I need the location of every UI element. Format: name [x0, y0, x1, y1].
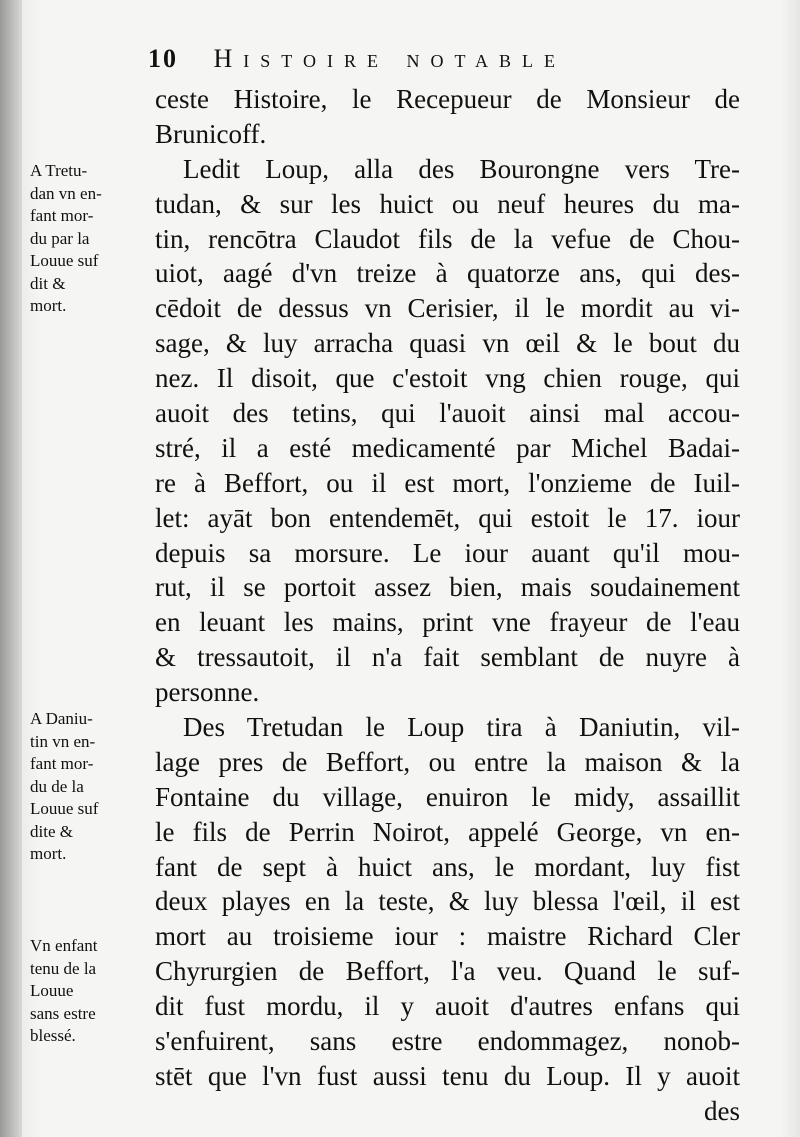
margin-note-line: dan vn en-	[30, 183, 102, 203]
text-line: let: ayāt bon entendemēt, qui estoit le 17. iour	[155, 502, 740, 533]
margin-note-tretudan	[30, 160, 150, 318]
text-line: fant de sept à huict ans, le mordant, luy fist	[155, 851, 740, 882]
text-line: le fils de Perrin Noirot, appelé George, vn en-	[155, 816, 740, 847]
text-line: cēdoit de dessus vn Cerisier, il le mordit au vi-	[155, 293, 740, 324]
running-header	[148, 44, 748, 84]
text-line: auoit des tetins, qui l'auoit ainsi mal accou-	[155, 398, 740, 429]
text-line: Ledit Loup, alla des Bourongne vers Tre-	[183, 153, 740, 184]
margin-note-line: Louue suf	[30, 251, 99, 270]
margin-note-line: fant mor-	[30, 754, 94, 773]
margin-note-daniutin	[30, 708, 150, 866]
text-line: s'enfuirent, sans estre endommagez, nonob-	[155, 1026, 740, 1057]
text-line: mort au troisieme iour : maistre Richard Cler	[155, 921, 740, 952]
text-line: en leuant les mains, print vne frayeur de l'eau	[155, 607, 740, 638]
margin-note-line: Vn enfant	[30, 936, 98, 955]
margin-note-line: tenu de la	[30, 958, 97, 978]
margin-note-line: A Tretu-	[30, 161, 88, 180]
margin-note-line: Louue	[30, 981, 74, 1000]
text-line: lage pres de Beffort, ou entre la maison & la	[155, 746, 740, 777]
text-line: depuis sa morsure. Le iour auant qu'il mou-	[155, 537, 740, 568]
text-line: rut, il se portoit assez bien, mais soudainement	[155, 572, 740, 603]
running-title: Histoire notable	[213, 44, 566, 73]
margin-note-line: fant mor-	[30, 206, 94, 225]
text-line: deux playes en la teste, & luy blessa l'œil, il est	[155, 886, 740, 917]
text-line: re à Beffort, ou il est mort, l'onzieme de Iuil-	[155, 467, 740, 498]
margin-note-line: tin vn en-	[30, 731, 96, 751]
margin-note-line: sans estre	[30, 1003, 96, 1023]
text-line: stēt que l'vn fust aussi tenu du Loup. Il y auoit	[155, 1060, 740, 1091]
text-line: uiot, aagé d'vn treize à quatorze ans, qui des-	[155, 258, 740, 289]
text-line: Fontaine du village, enuiron le midy, assaillit	[155, 781, 740, 812]
margin-note-line: mort.	[30, 296, 67, 315]
text-line: tin, rencōtra Claudot fils de la vefue de Chou-	[155, 223, 740, 254]
text-line: Brunicoff.	[155, 118, 267, 149]
catchword: des	[704, 1095, 740, 1126]
margin-note-line: A Daniu-	[30, 709, 93, 728]
margin-note-line: mort.	[30, 844, 67, 863]
margin-note-line: Louue suf	[30, 799, 99, 818]
margin-note-line: du par la	[30, 228, 90, 248]
text-line: personne.	[155, 677, 260, 708]
page-binding-shadow	[0, 0, 22, 1137]
margin-note-unharmed-child	[30, 935, 150, 1048]
margin-note-line: blessé.	[30, 1026, 76, 1045]
margin-note-line: dite &	[30, 821, 73, 841]
margin-note-line: dit &	[30, 273, 66, 293]
text-line: Chyrurgien de Beffort, l'a veu. Quand le suf-	[155, 956, 740, 987]
margin-note-line: du de la	[30, 776, 84, 796]
text-line: dit fust mordu, il y auoit d'autres enfans qui	[155, 991, 740, 1022]
text-line: & tressautoit, il n'a fait semblant de nuyre à	[155, 642, 740, 673]
text-line: Des Tretudan le Loup tira à Daniutin, vil-	[183, 712, 740, 743]
text-line: nez. Il disoit, que c'estoit vng chien rouge, qui	[155, 363, 740, 394]
page-number: 10	[148, 44, 178, 73]
text-line: sage, & luy arracha quasi vn œil & le bout du	[155, 328, 740, 359]
text-line: tudan, & sur les huict ou neuf heures du ma-	[155, 188, 740, 219]
main-text-block	[155, 82, 740, 1129]
text-line: stré, il a esté medicamenté par Michel Badai-	[155, 432, 740, 463]
text-line: ceste Histoire, le Recepueur de Monsieur de	[155, 84, 740, 114]
